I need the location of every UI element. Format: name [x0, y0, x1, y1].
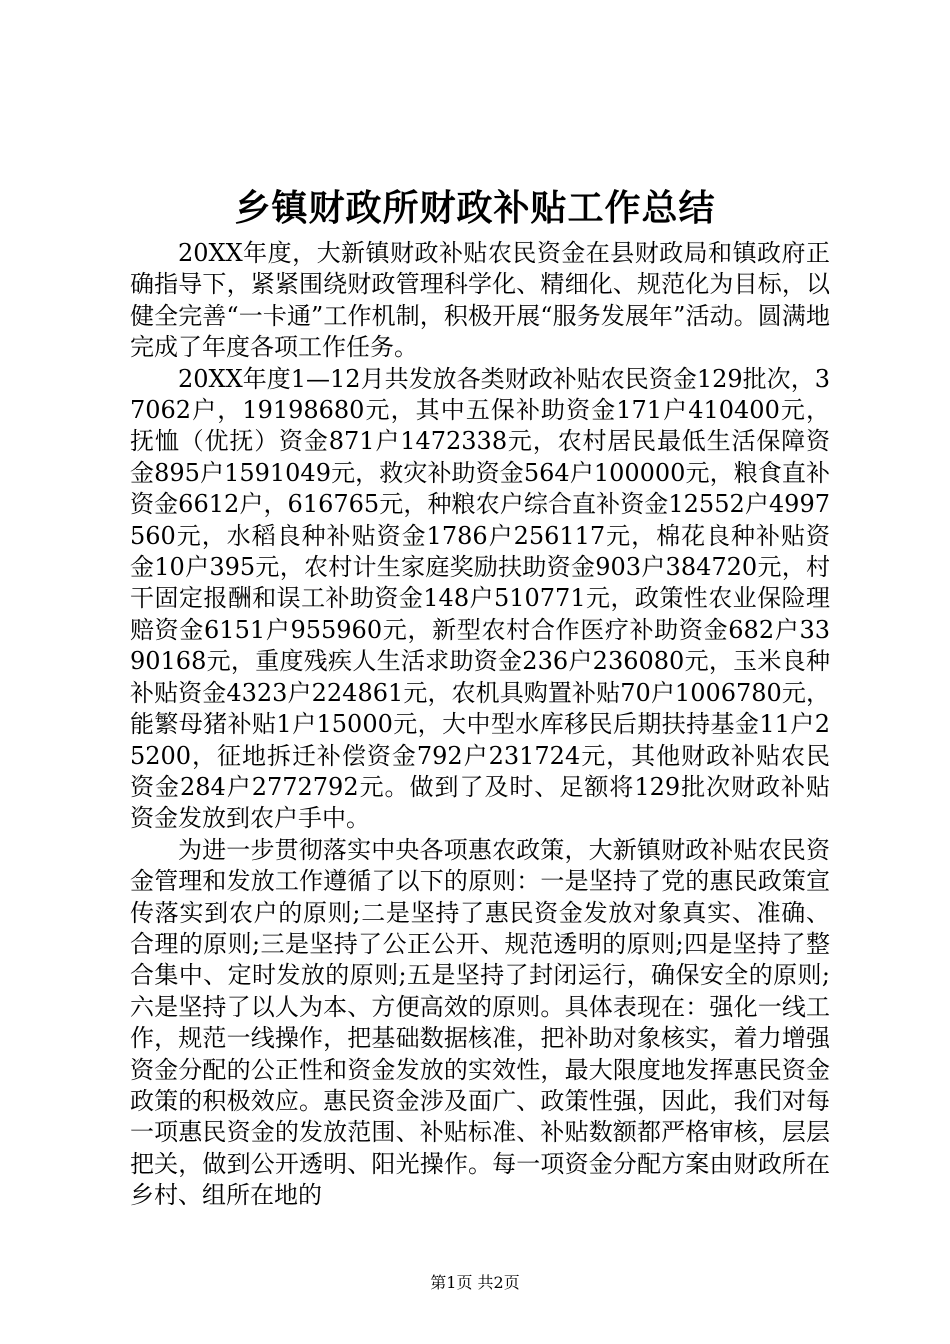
document-title: 乡镇财政所财政补贴工作总结	[234, 187, 716, 229]
paragraph-1: 20XX年度，大新镇财政补贴农民资金在县财政局和镇政府正确指导下，紧紧围绕财政管理科学化、精细化、规范化为目标，以健全完善“一卡通”工作机制，积极开展“服务发展年”活动。圆满地完成了年度各项工作任务。	[130, 239, 830, 362]
page-number-footer: 第1页 共2页	[430, 1273, 520, 1292]
paragraph-3: 为进一步贯彻落实中央各项惠农政策，大新镇财政补贴农民资金管理和发放工作遵循了以下的原则：一是坚持了党的惠民政策宣传落实到农户的原则;二是坚持了惠民资金发放对象真实、准确、合理的原则;三是坚持了公正公开、规范透明的原则;四是坚持了整合集中、定时发放的原则;五是坚持了封闭运行，确保安全的原则;六是坚持了以人为本、方便高效的原则。具体表现在：强化一线工作，规范一线操作，把基础数据核准，把补助对象核实，着力增强资金分配的公正性和资金发放的实效性，最大限度地发挥惠民资金政策的积极效应。惠民资金涉及面广、政策性强，因此，我们对每一项惠民资金的发放范围、补贴标准、补贴数额都严格审核，层层把关，做到公开透明、阳光操作。每一项资金分配方案由财政所在乡村、组所在地的	[130, 835, 830, 1210]
document-body	[130, 238, 830, 1212]
paragraph-2: 20XX年度1—12月共发放各类财政补贴农民资金129批次，37062户，19198680元，其中五保补助资金171户410400元，抚恤（优抚）资金871户1472338元，农村居民最低生活保障资金895户1591049元，救灾补助资金564户100000元，粮食直补资金6612户，616765元，种粮农户综合直补资金12552户4997560元，水稻良种补贴资金1786户256117元，棉花良种补贴资金10户395元，农村计生家庭奖励扶助资金903户384720元，村干固定报酬和误工补助资金148户510771元，政策性农业保险理赔资金6151户955960元，新型农村合作医疗补助资金682户3390168元，重度残疾人生活求助资金236户236080元，玉米良种补贴资金4323户224861元，农机具购置补贴70户1006780元，能繁母猪补贴1户15000元，大中型水库移民后期扶持基金11户25200，征地拆迁补偿资金792户231724元，其他财政补贴农民资金284户2772792元。做到了及时、足额将129批次财政补贴资金发放到农户手中。	[130, 364, 830, 833]
